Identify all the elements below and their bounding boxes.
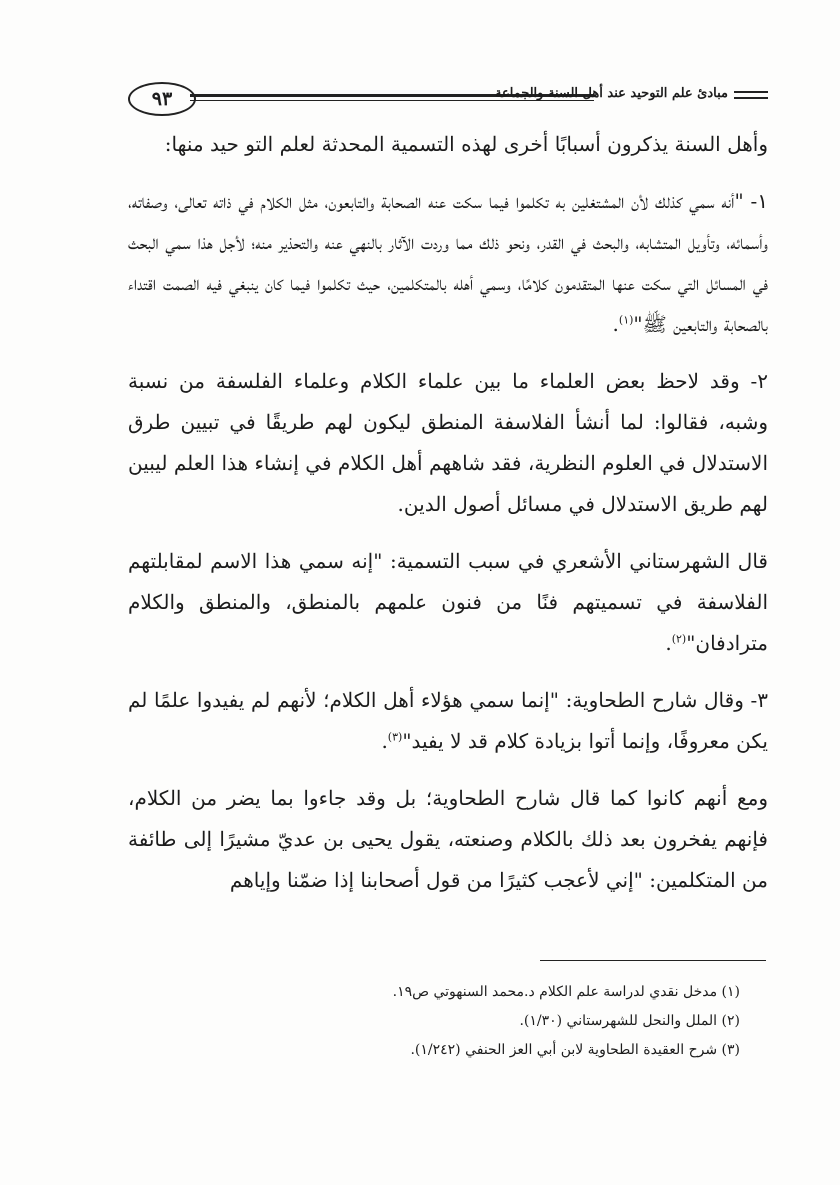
footnote-ref-2: (٢) [671,632,687,646]
paragraph-shahrastani: قال الشهرستاني الأشعري في سبب التسمية: "إنه سمي هذا الاسم لمقابلتهم الفلاسفة في تسميتهم فنًا من فنون علمهم بالمنطق، والمنطق والكلام مترادفان"$^{(٢)}$. [128,549,768,655]
paragraph-intro: وأهل السنة يذكرون أسبابًا أخرى لهذه التسمية المحدثة لعلم التو حيد منها: [164,132,768,156]
page-number-badge: ٩٣ [128,82,196,116]
footnote-1: (١) مدخل نقدي لدراسة علم الكلام د.محمد السنهوتي ص١٩. [392,984,740,1000]
footnote-ref-1: (١) [618,313,634,327]
header-dash-ornament [734,91,768,103]
paragraph-reason-1: ١- "أنه سمي كذلك لأن المشتغلين به تكلموا فيما سكت عنه الصحابة والتابعون، مثل الكلام في ذاته تعالى، وصفاته، وأسمائه، وتأويل المتشابه، والبحث في القدر، ونحو ذلك مما وردت الآثار بالنهي عنه والتحذير منه؛ لأجل هذا سمي البحث في المسائل التي سكت عنها المتقدمون كلامًا، وسمي أهله بالمتكلمين، حيث تكلموا فيما كان ينبغي فيه الصمت اقتداء بالصحابة والتابعين ﷺ"$^{(١)}$. [128,189,769,336]
footnote-2: (٢) الملل والنحل للشهرستاني (١/٣٠). [519,1013,740,1029]
body-text [128,124,768,901]
paragraph-yahya: ومع أنهم كانوا كما قال شارح الطحاوية؛ بل وقد جاءوا بما يضر من الكلام، فإنهم يفخرون بعد ذلك بالكلام وصنعته، يقول يحيى بن عديّ مشيرًا إلى طائفة من المتكلمين: "إني لأعجب كثيرًا من قول أصحابنا إذا ضمّنا وإياهم [128,786,768,892]
footnote-ref-3: (٣) [387,730,403,744]
footnote-separator [540,960,766,961]
footnote-3: (٣) شرح العقيدة الطحاوية لابن أبي العز الحنفي (١/٢٤٢). [410,1042,740,1058]
footnotes [128,978,740,1065]
paragraph-reason-3: ٣- وقال شارح الطحاوية: "إنما سمي هؤلاء أهل الكلام؛ لأنهم لم يفيدوا علمًا لم يكن معروفًا، وإنما أتوا بزيادة كلام قد لا يفيد"$^{(٣)}$. [128,688,768,753]
paragraph-reason-2: ٢- وقد لاحظ بعض العلماء ما بين علماء الكلام وعلماء الفلسفة من نسبة وشبه، فقالوا: لما أنشأ الفلاسفة المنطق ليكون لهم طريقًا في تبيين طرق الاستدلال في العلوم النظرية، فقد شاههم أهل الكلام في إنشاء هذا العلم ليبين لهم طريق الاستدلال في مسائل أصول الدين. [128,369,768,516]
running-header [128,82,768,116]
running-title: مبادئ علم التوحيد عند أهل السنة والجماعة [495,86,728,101]
